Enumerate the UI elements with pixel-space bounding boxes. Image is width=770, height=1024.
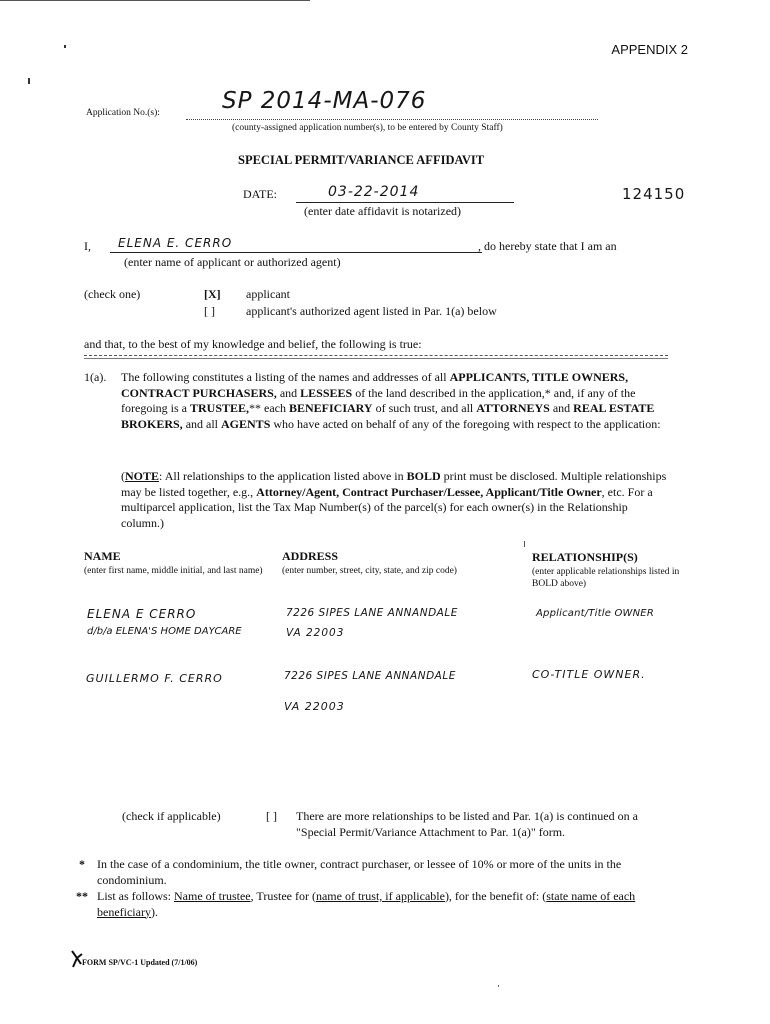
affiant-line — [110, 251, 482, 253]
par1a-b1: APPLICANTS, TITLE OWNERS, CONTRACT PURCHASERS, — [121, 370, 629, 400]
par1a-t2: and — [276, 385, 301, 400]
name-column-sub: (enter first name, middle initial, and last name) — [84, 566, 263, 576]
date-label: DATE: — [243, 187, 277, 201]
par1a-b7: AGENTS — [221, 416, 271, 431]
application-note: (county-assigned application number(s), to be entered by County Staff) — [232, 123, 503, 133]
note-text: (NOTE: All relationships to the application listed above in BOLD print must be disclosed. Multiple relationships may be listed together, e.g., Attorney/Agent, Contract Purchaser/Lessee, Applicant/Title Owner, etc. For a multiparcel application, list the Tax Map Number(s) of the parcel(s) for each owner(s) in the Relationship column.) — [121, 469, 667, 530]
continue-text: There are more relationships to be listed and Par. 1(a) is continued on a "Special Permit/Variance Attachment to Par. 1(a)" form. — [296, 809, 638, 839]
appendix-label: APPENDIX 2 — [611, 42, 688, 57]
affiant-prefix: I, — [84, 239, 91, 253]
footnote-2-g: ). — [150, 904, 158, 919]
affiant-suffix: , do hereby state that I am an — [478, 239, 617, 253]
application-number: SP 2014-MA-076 — [222, 88, 427, 114]
par1a-number: 1(a). — [84, 370, 107, 384]
note-t3: , etc. For a multiparcel application, list the Tax Map Number(s) of the parcel(s) for each owner(s) in the Relationship column.) — [121, 484, 653, 530]
name-column-header: NAME — [84, 549, 121, 563]
form-title: SPECIAL PERMIT/VARIANCE AFFIDAVIT — [238, 153, 485, 167]
footnote-1-text: In the case of a condominium, the title owner, contract purchaser, or lessee of 10% or more of the units in the condominium. — [97, 857, 622, 887]
par1a-t4: ** each — [249, 401, 289, 415]
par1a-t6: and — [549, 401, 574, 415]
footnote-1-mark: * — [79, 857, 85, 871]
application-label: Application No.(s): — [86, 108, 160, 118]
par1a-t8: who have acted on behalf of any of the foregoing with respect to the application: — [270, 416, 661, 431]
par1a-text — [121, 370, 666, 432]
note-t2: print must be disclosed. Multiple relationships may be listed together, e.g., — [121, 469, 667, 499]
footnote-2-b: Name of trustee — [174, 889, 251, 903]
agent-checkbox[interactable]: [ ] — [204, 304, 215, 318]
par1a-b5: ATTORNEYS — [476, 401, 550, 415]
relationship-column-sub: (enter applicable relationships listed in BOLD above) — [532, 567, 680, 589]
scan-speck — [28, 78, 30, 84]
scan-speck — [524, 541, 525, 547]
par1a-t7: and all — [182, 416, 222, 431]
agent-option-label: applicant's authorized agent listed in Par. 1(a) below — [246, 304, 497, 318]
belief-statement: and that, to the best of my knowledge and belief, the following is true: — [84, 337, 422, 351]
scan-top-line — [0, 0, 310, 1]
stamp-number: 124150 — [622, 185, 686, 203]
entry-1-relationship: Applicant/Title OWNER — [536, 608, 654, 619]
affiant-note: (enter name of applicant or authorized agent) — [124, 255, 341, 269]
par1a-t3: of the land described in the application,* and, if any of the foregoing is a — [121, 385, 636, 415]
application-line — [186, 118, 598, 120]
scan-speck — [64, 45, 66, 48]
entry-2-name: GUILLERMO F. CERRO — [86, 672, 223, 685]
note-b2: Attorney/Agent, Contract Purchaser/Lessee, Applicant/Title Owner — [256, 484, 602, 499]
section-divider — [84, 355, 668, 356]
footnote-2-text — [97, 889, 667, 920]
footnote-2-c: , Trustee for ( — [250, 889, 316, 903]
par1a-b2: LESSEES — [300, 385, 353, 400]
address-column-header: ADDRESS — [282, 549, 339, 563]
section-divider-2 — [84, 358, 668, 359]
entry-1-name-dba: d/b/a ELENA'S HOME DAYCARE — [87, 626, 242, 637]
scan-speck — [498, 985, 499, 987]
par1a-b4: BENEFICIARY — [289, 401, 373, 415]
note-t1: : All relationships to the application listed above in — [159, 469, 407, 483]
footnote-2-e: ), for the benefit of: ( — [444, 889, 547, 903]
par1a-b3: TRUSTEE, — [189, 401, 250, 415]
continue-check-label: (check if applicable) — [122, 809, 221, 823]
footnote-2-a: List as follows: — [97, 889, 174, 903]
note-label: NOTE — [125, 469, 160, 483]
date-value: 03-22-2014 — [328, 184, 420, 200]
entry-1-name: ELENA E CERRO — [87, 607, 197, 621]
continue-checkbox[interactable]: [ ] — [266, 809, 277, 823]
entry-2-address-2: VA 22003 — [284, 700, 345, 713]
footnote-2-d: name of trust, if applicable — [315, 889, 445, 903]
affiant-name: ELENA E. CERRO — [118, 236, 233, 250]
entry-2-address: 7226 SIPES LANE ANNANDALE — [284, 670, 456, 682]
par1a-t1: The following constitutes a listing of the names and addresses of all — [121, 370, 450, 384]
entry-1-address: 7226 SIPES LANE ANNANDALE — [286, 607, 458, 619]
footnote-2-mark: ** — [76, 889, 88, 903]
entry-1-address-2: VA 22003 — [286, 627, 345, 639]
applicant-option-label: applicant — [246, 287, 290, 301]
note-b1: BOLD — [406, 469, 441, 483]
address-column-sub: (enter number, street, city, state, and zip code) — [282, 566, 457, 576]
check-one-label: (check one) — [84, 287, 141, 301]
par1a-b6: REAL ESTATE BROKERS, — [121, 401, 655, 431]
date-note: (enter date affidavit is notarized) — [304, 204, 462, 218]
applicant-checkbox[interactable]: [X] — [204, 287, 221, 301]
date-line — [296, 201, 514, 203]
par1a-t5: of such trust, and all — [372, 401, 477, 415]
footnote-2-f: state name of each beneficiary — [97, 889, 636, 919]
form-id: FORM SP/VC-1 Updated (7/1/06) — [82, 958, 198, 967]
entry-2-relationship: CO-TITLE OWNER. — [532, 668, 646, 681]
relationship-column-header: RELATIONSHIP(S) — [532, 550, 638, 564]
